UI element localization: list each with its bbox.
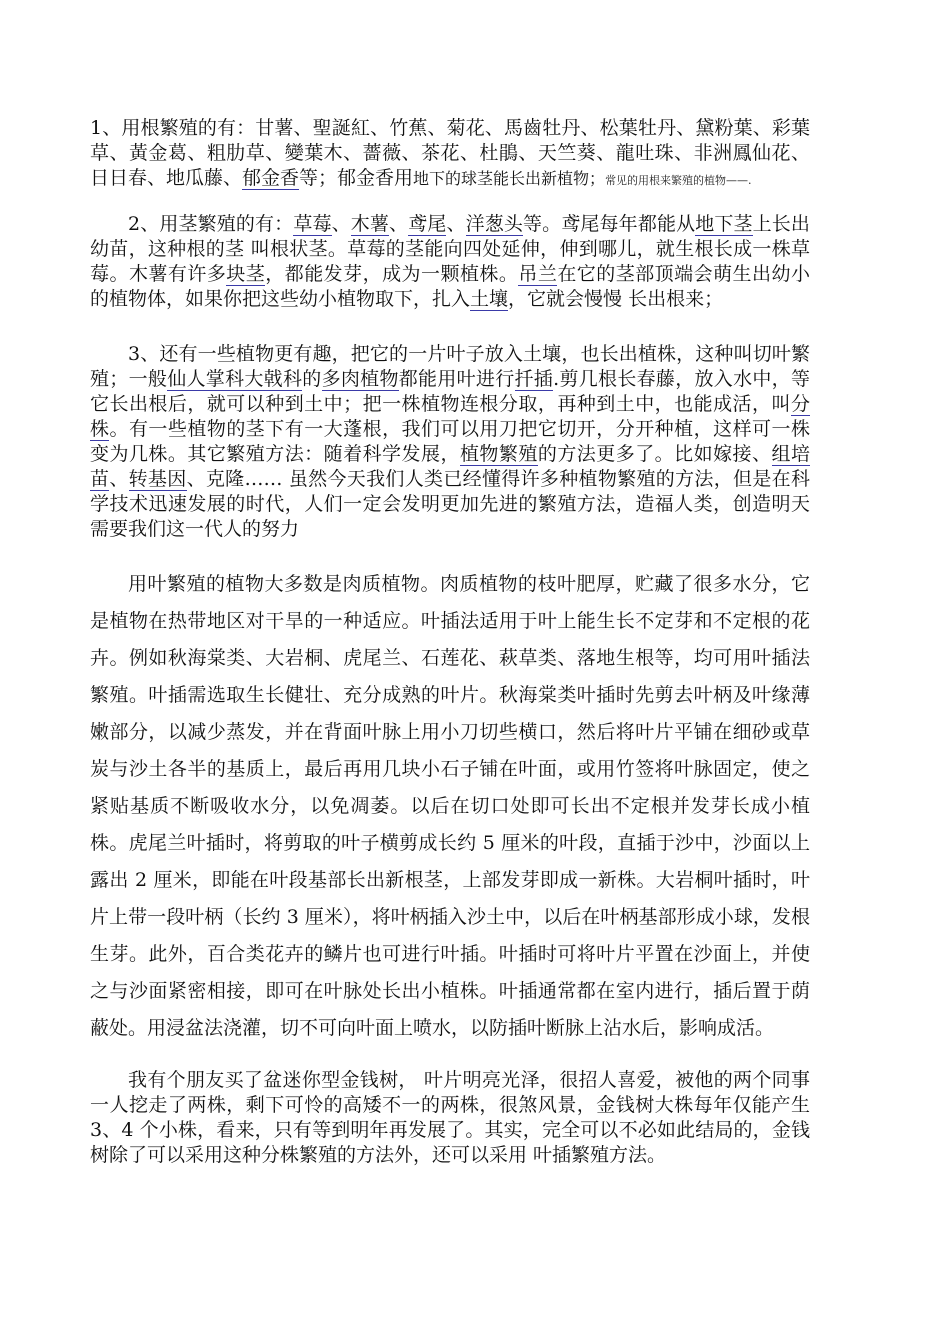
text-span: ，都能发芽，成为一颗植株。 [265,263,519,285]
text-span: .剪几根长春藤，放入水中，等它长出根后，就可以种到土中；把一株植物连根分取，再种到土中，也能成活，叫 [90,368,810,415]
text-span: 、 [389,213,409,235]
text-span: 、 [446,213,466,235]
text-span: 1、用根繁殖的有：甘薯、聖誕紅、竹蕉、菊花、馬齒牡丹、松葉牡丹、黛粉葉、彩葉草、黃金葛、粗肋草、變葉木、薔薇、茶花、杜鵑、天竺葵、龍吐珠、非洲鳳仙花、日日春、地瓜藤、 [90,117,810,189]
link-onion[interactable]: 洋葱头 [465,213,523,235]
link-tulip[interactable]: 郁金香 [242,167,300,189]
text-span: 2、用茎繁殖的有： [128,213,294,235]
text-span: 的方法更多了。比如嫁接、 [537,443,772,465]
link-cassava[interactable]: 木薯 [350,213,390,235]
link-division[interactable]: 分株 [90,393,810,440]
link-iris[interactable]: 鸢尾 [408,213,447,235]
link-succulent[interactable]: 多肉植物 [321,368,399,390]
text-span: 地下的球茎能长出新植物； [413,169,606,188]
text-span: 。有一些植物的茎下有一大蓬根，我们可以用刀把它切开，分开种植，这样可一株变为几株。其它繁殖方法：随着科学发展， [90,418,810,465]
link-euphorbiaceae[interactable]: 大戟科 [244,368,303,390]
link-tissue-culture[interactable]: 组培苗 [90,443,810,490]
text-span: 上长出幼苗，这种根的茎 叫根状茎。草莓的茎能向四处延伸，伸到哪儿，就生根长成一株草莓。木薯有许多 [90,213,810,285]
paragraph-stem-propagation [90,212,810,312]
text-span: 在它的茎部顶端会萌生出幼小的植物体，如果你把这些幼小植物取下，扎入 [90,263,810,310]
paragraph-leaf-propagation-details: 用叶繁殖的植物大多数是肉质植物。肉质植物的枝叶肥厚，贮藏了很多水分，它是植物在热带地区对干旱的一种适应。叶插法适用于叶上能生长不定芽和不定根的花卉。例如秋海棠类、大岩桐、虎尾兰、石莲花、萩草类、落地生根等，均可用叶插法繁殖。叶插需选取生长健壮、充分成熟的叶片。秋海棠类叶插时先剪去叶柄及叶缘薄嫩部分，以减少蒸发，并在背面叶脉上用小刀切些横口，然后将叶片平铺在细砂或草炭与沙土各半的基质上，最后再用几块小石子铺在叶面，或用竹签将叶脉固定，使之紧贴基质不断吸收水分，以免凋萎。以后在切口处即可长出不定根并发芽长成小植株。虎尾兰叶插时，将剪取的叶子横剪成长约 5 厘米的叶段，直插于沙中，沙面以上露出 2 厘米，即能在叶段基部长出新根茎，上部发芽即成一新株。大岩桐叶插时，叶片上带一段叶柄（长约 3 厘米），将叶柄插入沙土中，以后在叶柄基部形成小球，发根生芽。此外，百合类花卉的鳞片也可进行叶插。叶插时可将叶片平置在沙面上，并使之与沙面紧密相接，即可在叶脉处长出小植株。叶插通常都在室内进行，插后置于荫蔽处。用浸盆法浇灌，切不可向叶面上喷水，以防插叶断脉上沾水后，影响成活。 [90,573,810,1039]
paragraph-root-propagation [90,116,810,193]
link-underground-stem[interactable]: 地下茎 [695,213,753,235]
text-span: ，它就会慢慢 长出根来； [508,288,724,310]
link-cactaceae[interactable]: 仙人掌科 [167,368,245,390]
link-spider-plant[interactable]: 吊兰 [518,263,558,285]
text-span: 的 [302,368,322,390]
text-span: 都能用叶进行 [398,368,515,390]
link-transgenic[interactable]: 转基因 [128,468,187,490]
footnote-text: 常见的用根来繁殖的植物——. [605,174,752,187]
text-span: 、克隆…… 虽然今天我们人类已经懂得许多种植物繁殖的方法，但是在科学技术迅速发展的时代，人们一定会发明更加先进的繁殖方法，造福人类，创造明天需要我们这一代人的努力 [90,468,810,540]
link-strawberry[interactable]: 草莓 [293,213,332,235]
link-plant-propagation[interactable]: 植物繁殖 [459,443,538,465]
link-tuber[interactable]: 块茎 [226,263,266,285]
text-span: 等；郁金香用 [299,167,414,189]
paragraph-leaf-cutting [90,342,810,542]
text-span: 3、还有一些植物更有趣，把它的一片叶子放入土壤，也长出植株，这种叫切叶繁殖；一般 [90,343,810,390]
link-cutting[interactable]: 扦插 [514,368,554,390]
text-span: 、 [109,468,129,490]
text-span: 、 [331,213,351,235]
link-soil[interactable]: 土壤 [470,288,509,310]
paragraph-money-tree: 我有个朋友买了盆迷你型金钱树， 叶片明亮光泽，很招人喜爱，被他的两个同事一人挖走了两株，剩下可怜的高矮不一的两株，很煞风景，金钱树大株每年仅能产生 3、4 个小株，看来，只有等到明年再发展了。其实，完全可以不必如此结局的，金钱树除了可以采用这种分株繁殖的方法外，还可以采用 叶插繁殖方法。 [90,1069,810,1166]
text-span: 等。鸢尾每年都能从 [523,213,696,235]
